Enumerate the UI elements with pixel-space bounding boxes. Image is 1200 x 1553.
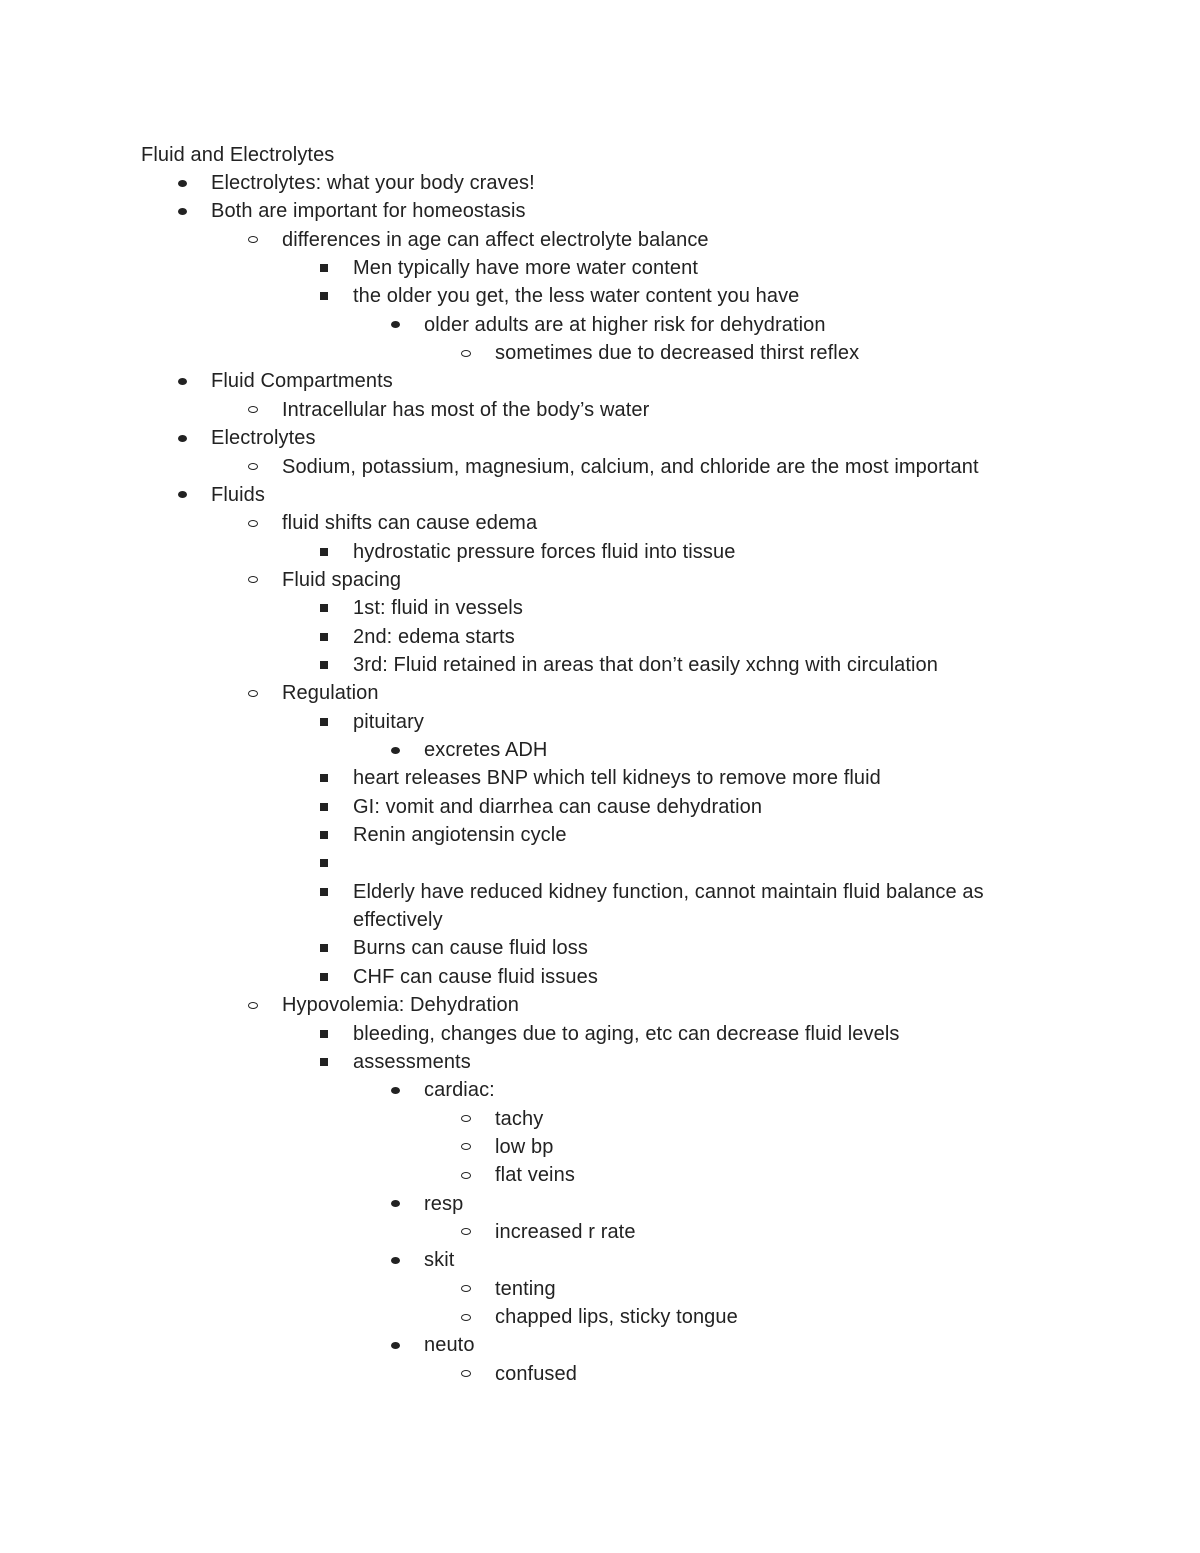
bullet-circle-icon: [461, 350, 471, 357]
list-item: CHF can cause fluid issues: [353, 965, 598, 988]
bullet-square-icon: [320, 292, 328, 300]
bullet-square-icon: [320, 888, 328, 896]
bullet-circle-icon: [248, 520, 258, 527]
list-item: flat veins: [495, 1164, 575, 1187]
bullet-disc-icon: [391, 1257, 400, 1264]
bullet-square-icon: [320, 1058, 328, 1066]
bullet-disc-icon: [178, 491, 187, 498]
list-item: GI: vomit and diarrhea can cause dehydration: [353, 795, 763, 818]
bullet-circle-icon: [461, 1314, 471, 1321]
list-item: Both are important for homeostasis: [211, 200, 526, 223]
list-item: Men typically have more water content: [353, 257, 698, 280]
list-item: 2nd: edema starts: [353, 625, 515, 648]
list-item: effectively: [353, 909, 443, 932]
list-item: heart releases BNP which tell kidneys to remove more fluid: [353, 767, 881, 790]
bullet-square-icon: [320, 803, 328, 811]
bullet-square-icon: [320, 548, 328, 556]
bullet-square-icon: [320, 633, 328, 641]
list-item: sometimes due to decreased thirst reflex: [495, 342, 860, 365]
bullet-square-icon: [320, 774, 328, 782]
list-item: confused: [495, 1362, 577, 1385]
bullet-circle-icon: [248, 406, 258, 413]
list-item: Fluid Compartments: [211, 370, 393, 393]
list-item: Regulation: [282, 682, 379, 705]
bullet-circle-icon: [248, 576, 258, 583]
bullet-disc-icon: [391, 321, 400, 328]
list-item: bleeding, changes due to aging, etc can decrease fluid levels: [353, 1022, 900, 1045]
list-item: Fluid spacing: [282, 568, 402, 591]
bullet-disc-icon: [391, 1342, 400, 1349]
list-item: differences in age can affect electrolyte balance: [282, 228, 709, 251]
bullet-square-icon: [320, 264, 328, 272]
bullet-circle-icon: [248, 1002, 258, 1009]
list-item: excretes ADH: [424, 739, 548, 761]
bullet-square-icon: [320, 1030, 328, 1038]
bullet-square-icon: [320, 718, 328, 726]
list-item: Fluids: [211, 483, 265, 506]
bullet-circle-icon: [461, 1115, 471, 1122]
list-item: increased r rate: [495, 1220, 636, 1243]
bullet-square-icon: [320, 944, 328, 952]
list-item: 1st: fluid in vessels: [353, 597, 523, 620]
bullet-square-icon: [320, 859, 328, 867]
bullet-square-icon: [320, 604, 328, 612]
list-item: pituitary: [353, 710, 424, 733]
bullet-circle-icon: [461, 1228, 471, 1235]
bullet-circle-icon: [461, 1370, 471, 1377]
document-title: Fluid and Electrolytes: [141, 144, 335, 166]
list-item: chapped lips, sticky tongue: [495, 1306, 738, 1328]
list-item: neuto: [424, 1334, 475, 1357]
list-item: hydrostatic pressure forces fluid into tissue: [353, 540, 736, 563]
bullet-circle-icon: [461, 1172, 471, 1179]
bullet-disc-icon: [178, 435, 187, 442]
list-item: assessments: [353, 1050, 471, 1073]
list-item: Elderly have reduced kidney function, cannot maintain fluid balance as: [353, 880, 984, 903]
list-item: Hypovolemia: Dehydration: [282, 994, 519, 1017]
bullet-disc-icon: [178, 378, 187, 385]
bullet-disc-icon: [391, 1087, 400, 1094]
list-item: the older you get, the less water content you have: [353, 285, 800, 308]
bullet-circle-icon: [248, 236, 258, 243]
list-item: Electrolytes: [211, 427, 316, 450]
bullet-disc-icon: [391, 1200, 400, 1207]
bullet-square-icon: [320, 831, 328, 839]
bullet-square-icon: [320, 973, 328, 981]
bullet-square-icon: [320, 661, 328, 669]
bullet-disc-icon: [391, 747, 400, 754]
list-item: Burns can cause fluid loss: [353, 937, 588, 960]
list-item: Sodium, potassium, magnesium, calcium, and chloride are the most important: [282, 455, 979, 478]
list-item: tenting: [495, 1277, 556, 1300]
list-item: fluid shifts can cause edema: [282, 512, 538, 535]
list-item: cardiac:: [424, 1079, 495, 1102]
list-item: resp: [424, 1192, 464, 1215]
bullet-disc-icon: [178, 180, 187, 187]
list-item: older adults are at higher risk for dehydration: [424, 313, 826, 336]
list-item: tachy: [495, 1107, 544, 1130]
list-item: skit: [424, 1249, 455, 1272]
list-item: Electrolytes: what your body craves!: [211, 172, 535, 194]
bullet-disc-icon: [178, 208, 187, 215]
list-item: low bp: [495, 1135, 554, 1158]
list-item: Intracellular has most of the body’s water: [282, 398, 650, 421]
list-item: 3rd: Fluid retained in areas that don’t easily xchng with circulation: [353, 653, 938, 676]
bullet-circle-icon: [248, 463, 258, 470]
bullet-circle-icon: [461, 1143, 471, 1150]
bullet-circle-icon: [248, 690, 258, 697]
bullet-circle-icon: [461, 1285, 471, 1292]
list-item: Renin angiotensin cycle: [353, 824, 567, 847]
